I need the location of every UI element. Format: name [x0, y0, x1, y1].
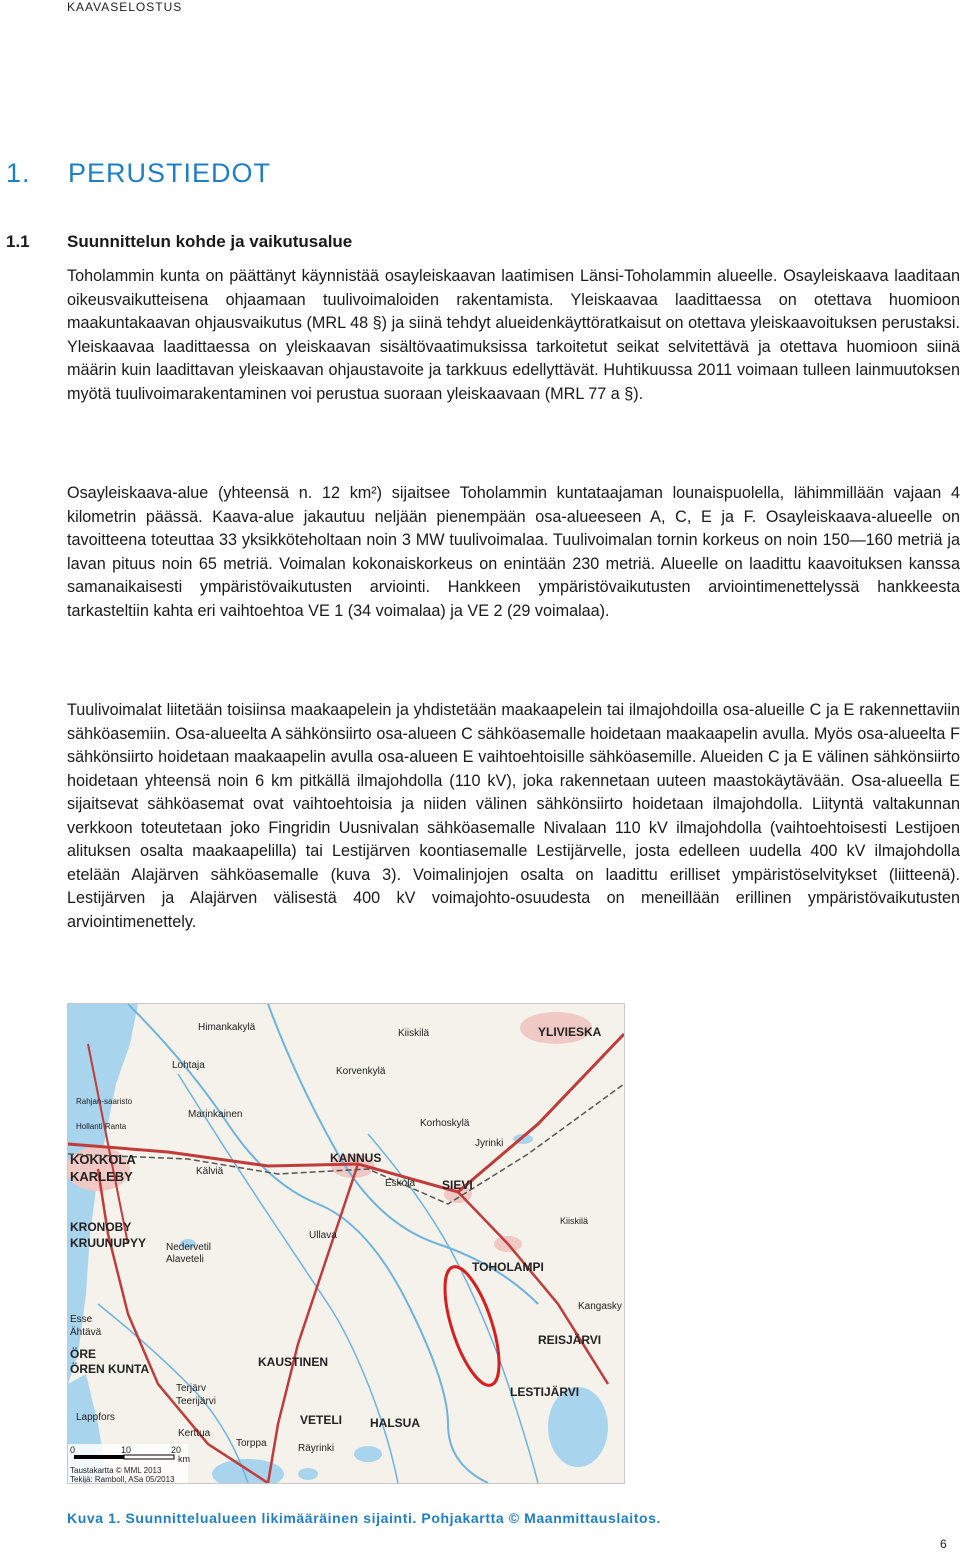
place-label-city: KARLEBY	[70, 1169, 133, 1184]
figure-caption: Kuva 1. Suunnittelualueen likimääräinen sijainti. Pohjakartta © Maanmittauslaitos.	[67, 1510, 661, 1526]
place-label: Ullava	[309, 1230, 337, 1241]
place-label: Kerttua	[178, 1428, 211, 1439]
map-credit: Taustakartta © MML 2013	[70, 1466, 162, 1475]
place-label-town: LESTIJÄRVI	[510, 1385, 580, 1399]
place-label: Himankakylä	[198, 1022, 256, 1033]
place-label-town: YLIVIESKA	[538, 1025, 602, 1039]
scale-unit: km	[178, 1454, 190, 1464]
scale-label: 20	[171, 1445, 182, 1455]
place-label-town: KRONOBY	[70, 1220, 132, 1234]
place-label: Rahjan-saaristo	[76, 1097, 133, 1106]
chapter-number: 1.	[6, 158, 31, 188]
chapter-title: PERUSTIEDOT	[68, 158, 272, 188]
place-label: Lohtaja	[172, 1060, 205, 1071]
place-label: Kiiskilä	[398, 1028, 430, 1039]
place-label-town: HALSUA	[370, 1416, 420, 1430]
place-label: Jyrinki	[475, 1138, 504, 1149]
place-label: Torppa	[236, 1438, 267, 1449]
paragraph-area: Osayleiskaava-alue (yhteensä n. 12 km²) sijaitsee Toholammin kuntataajaman lounaispuolella, lähimmillään vajaan 4 kilometrin päässä. Kaava-alue jakautuu neljään pienempään osa-alueeseen A, C, E ja F. Osayleiskaava-alueelle on tavoitteena toteuttaa 33 yksikköteholtaan noin 3 MW tuulivoimalaa. Tuulivoimalan tornin korkeus on noin 150—160 metriä ja lavan pituus noin 65 metriä. Voimalan kokonaiskorkeus on enintään 230 metriä. Alueelle on laadittu kaavoituksen kanssa samanaikaisesti ympäristövaikutusten arviointi. Hankkeen ympäristövaikutusten arviointimenettelyssä hankkeesta tarkasteltiin kahta eri vaihtoehtoa VE 1 (34 voimalaa) ja VE 2 (29 voimalaa).	[67, 484, 960, 620]
place-label: Korvenkylä	[336, 1066, 386, 1077]
place-label: Kälviä	[196, 1166, 224, 1177]
place-label-town: KRUUNUPYY	[70, 1236, 147, 1250]
place-label-town: KANNUS	[330, 1151, 382, 1165]
map-canvas	[68, 1004, 624, 1483]
place-label-town: VETELI	[300, 1413, 343, 1427]
place-label: Teerijärvi	[176, 1396, 217, 1407]
place-label: Terjärv	[176, 1383, 207, 1394]
scale-label: 10	[121, 1445, 132, 1455]
page-number: 6	[940, 1537, 947, 1551]
place-label-town: ÖRE	[70, 1347, 97, 1361]
chapter-heading	[6, 158, 271, 189]
place-label: Lappfors	[76, 1412, 115, 1423]
place-label-town: SIEVI	[442, 1178, 473, 1192]
place-label: Alaveteli	[166, 1254, 204, 1265]
place-label-town: ÖREN KUNTA	[70, 1362, 150, 1376]
place-label: Nedervetil	[166, 1242, 212, 1253]
place-label: Hollanti Ranta	[76, 1122, 127, 1131]
place-label: Korhoskylä	[420, 1118, 470, 1129]
place-label-city: KOKKOLA	[70, 1152, 136, 1167]
lake-lestijarvi	[548, 1387, 608, 1467]
section-heading	[6, 232, 352, 252]
paragraph-intro: Toholammin kunta on päättänyt käynnistää osayleiskaavan laatimisen Länsi-Toholammin alueelle. Osayleiskaava laaditaan oikeusvaikutteisena ohjaamaan tuulivoimaloiden rakentamista. Yleiskaavaa laadittaessa on otettava huomioon maakuntakaavan ohjausvaikutus (MRL 48 §) ja siinä tehdyt alueidenkäyttöratkaisut on otettava yleiskaavoituksen perustaksi. Yleiskaavaa laadittaessa on yleiskaavan sisältövaatimuksissa tarkoitetut seikat selvitettävä ja otettava huomioon siinä määrin kuin laadittavan yleiskaavan ohjaustavoite ja tarkkuus edellyttävät. Huhtikuussa 2011 voimaan tulleen lainmuutoksen myötä tuulivoimarakentaminen voi perustua suoraan yleiskaavaan (MRL 77 a §).	[67, 267, 960, 403]
scale-label: 0	[70, 1445, 76, 1455]
paragraph-grid-connection: Tuulivoimalat liitetään toisiinsa maakaapelein ja yhdistetään maakaapelein tai ilmajohdoilla osa-alueille C ja E rakennettaviin sähköasemiin. Osa-alueelta A sähkönsiirto osa-alueen C sähköasemalle hoidetaan maakaapelin avulla. Myös osa-alueelta F sähkönsiirto hoidetaan maakaapelin avulla osa-alueen E vaihtoehtoisille sähköasemille. Alueiden C ja E välinen sähkönsiirto hoidetaan yhteensä noin 6 km pitkällä ilmajohdolla (110 kV), joka rakennetaan uuteen maastokäytävään. Osa-alueella E sijaitsevat sähköasemat ovat vaihtoehtoisia ja niiden välinen sähkönsiirto hoidetaan ilmajohdolla. Liityntä valtakunnan verkkoon toteutetaan joko Fingridin Uusnivalan sähköasemalle Nivalaan 110 kV ilmajohdolla (vaihtoehtoisesti Lestijoen alituksen osalta maakaapelilla) tai Lestijärven koontiasemalle Lestijärvelle, josta edelleen uudella 400 kV ilmajohdolla etelään Alajärven sähköasemalle (kuva 3). Voimalinjojen osalta on laadittu erilliset ympäristöselvitykset (liitteenä). Lestijärven ja Alajärven välisestä 400 kV voimajohto-osuudesta on meneillään erillinen ympäristövaikutusten arviointimenettely.	[67, 701, 960, 931]
place-label: Marinkainen	[188, 1109, 243, 1120]
running-header: KAAVASELOSTUS	[67, 0, 183, 14]
place-label: Räyrinki	[298, 1443, 335, 1454]
place-label-town: REISJÄRVI	[538, 1333, 602, 1347]
map-credit: Tekijä: Ramboll, ASa 05/2013	[70, 1475, 175, 1483]
place-label: Esse	[70, 1314, 93, 1325]
place-label: Kiiskilä	[560, 1216, 589, 1226]
section-number: 1.1	[6, 232, 30, 251]
place-label-town: TOHOLAMPI	[472, 1260, 544, 1274]
scale-bar-segment	[124, 1455, 174, 1459]
place-label: Ähtävä	[70, 1327, 102, 1338]
place-label: Eskola	[385, 1178, 416, 1189]
section-title: Suunnittelun kohde ja vaikutusalue	[67, 232, 353, 251]
lake	[354, 1446, 382, 1462]
location-map	[67, 1003, 625, 1484]
place-label: Kangasky	[578, 1301, 622, 1312]
scale-bar-segment	[74, 1455, 124, 1459]
place-label-town: KAUSTINEN	[258, 1355, 329, 1369]
lake	[298, 1468, 318, 1480]
